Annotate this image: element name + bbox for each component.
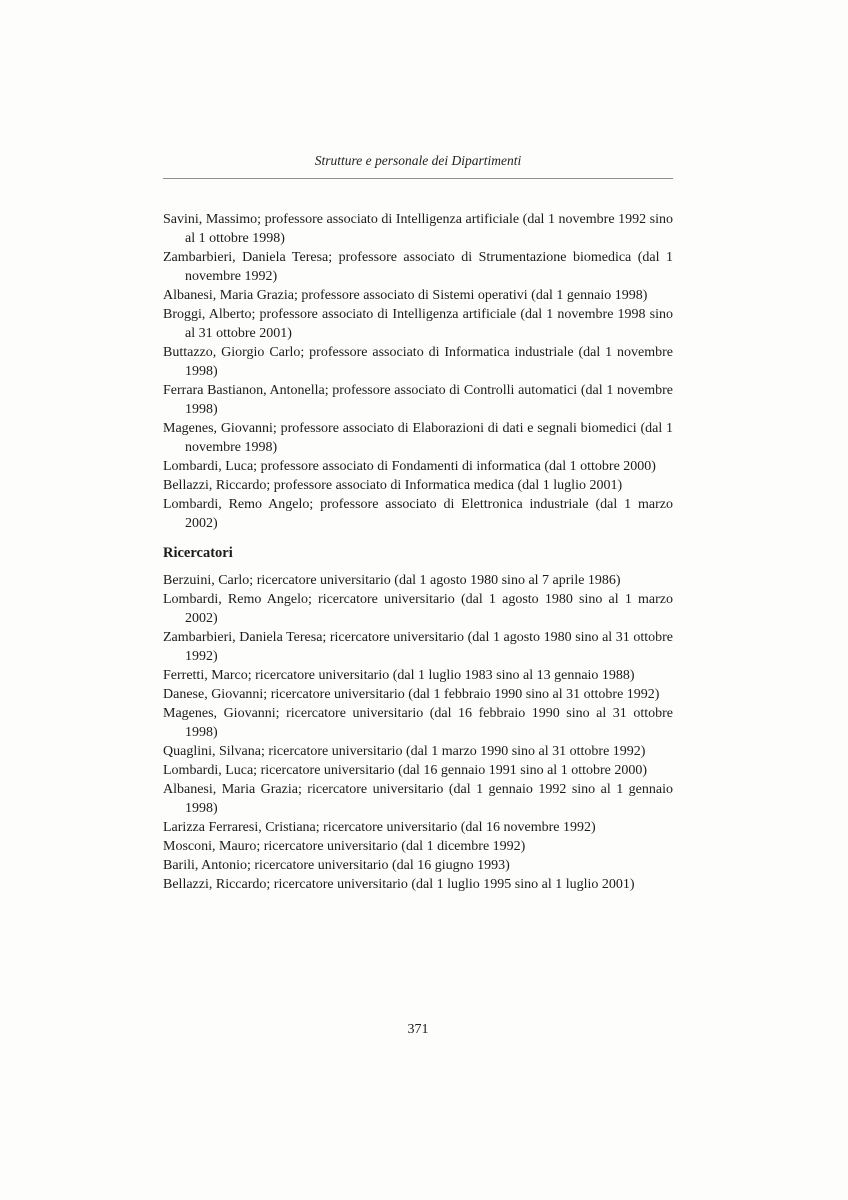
page-number: 371 — [407, 1022, 429, 1037]
researcher-entry: Albanesi, Maria Grazia; ricercatore universitario (dal 1 gennaio 1992 sino al 1 gennaio 1998) — [163, 782, 673, 816]
researcher-entry: Lombardi, Luca; ricercatore universitario (dal 16 gennaio 1991 sino al 1 ottobre 2000) — [163, 763, 648, 778]
researcher-entry: Ferretti, Marco; ricercatore universitario (dal 1 luglio 1983 sino al 13 gennaio 1988) — [163, 668, 635, 683]
professor-entry: Bellazzi, Riccardo; professore associato di Informatica medica (dal 1 luglio 2001) — [163, 478, 623, 493]
researcher-entry: Mosconi, Mauro; ricercatore universitario (dal 1 dicembre 1992) — [163, 839, 526, 854]
professor-entry: Savini, Massimo; professore associato di Intelligenza artificiale (dal 1 novembre 1992 sino al 1 ottobre 1998) — [163, 212, 673, 246]
researcher-entry: Magenes, Giovanni; ricercatore universitario (dal 16 febbraio 1990 sino al 31 ottobre 1998) — [163, 706, 673, 740]
researcher-entry: Berzuini, Carlo; ricercatore universitario (dal 1 agosto 1980 sino al 7 aprile 1986) — [163, 573, 621, 588]
researcher-entry: Barili, Antonio; ricercatore universitario (dal 16 giugno 1993) — [163, 858, 510, 873]
professor-entry: Albanesi, Maria Grazia; professore associato di Sistemi operativi (dal 1 gennaio 1998) — [163, 288, 648, 303]
professor-entry: Zambarbieri, Daniela Teresa; professore associato di Strumentazione biomedica (dal 1 novembre 1992) — [163, 250, 673, 284]
header-rule — [163, 178, 673, 179]
researcher-entry: Zambarbieri, Daniela Teresa; ricercatore universitario (dal 1 agosto 1980 sino al 31 ottobre 1992) — [163, 630, 673, 664]
researcher-entry: Quaglini, Silvana; ricercatore universitario (dal 1 marzo 1990 sino al 31 ottobre 1992) — [163, 744, 646, 759]
researcher-entry: Lombardi, Remo Angelo; ricercatore universitario (dal 1 agosto 1980 sino al 1 marzo 2002) — [163, 592, 673, 626]
researcher-entry: Bellazzi, Riccardo; ricercatore universitario (dal 1 luglio 1995 sino al 1 luglio 2001) — [163, 877, 635, 892]
professor-entry: Lombardi, Remo Angelo; professore associato di Elettronica industriale (dal 1 marzo 2002) — [163, 497, 673, 531]
professor-entry: Lombardi, Luca; professore associato di Fondamenti di informatica (dal 1 ottobre 2000) — [163, 459, 656, 474]
professor-entry: Magenes, Giovanni; professore associato di Elaborazioni di dati e segnali biomedici (dal 1 novembre 1998) — [163, 421, 673, 455]
professor-entry: Ferrara Bastianon, Antonella; professore associato di Controlli automatici (dal 1 novembre 1998) — [163, 383, 673, 417]
researcher-entry: Larizza Ferraresi, Cristiana; ricercatore universitario (dal 16 novembre 1992) — [163, 820, 596, 835]
section-heading-ricercatori: Ricercatori — [163, 545, 233, 561]
ricercatori-list — [163, 571, 673, 894]
professor-entry: Buttazzo, Giorgio Carlo; professore associato di Informatica industriale (dal 1 novembre 1998) — [163, 345, 673, 379]
page-content — [163, 152, 673, 894]
running-header: Strutture e personale dei Dipartimenti — [314, 153, 522, 168]
professor-entry: Broggi, Alberto; professore associato di Intelligenza artificiale (dal 1 novembre 1998 sino al 31 ottobre 2001) — [163, 307, 673, 341]
professori-associati-list — [163, 210, 673, 533]
researcher-entry: Danese, Giovanni; ricercatore universitario (dal 1 febbraio 1990 sino al 31 ottobre 1992) — [163, 687, 660, 702]
